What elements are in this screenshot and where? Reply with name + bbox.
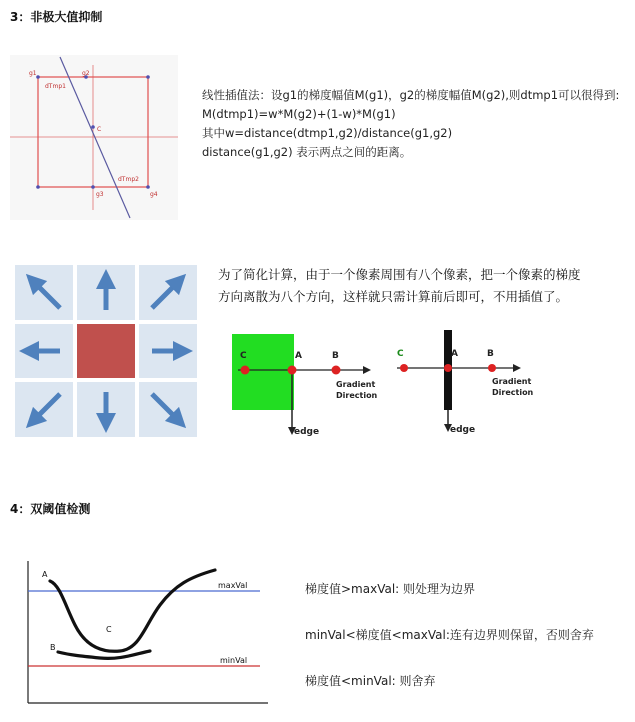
center-cell <box>77 324 135 378</box>
dtmp2-label: dTmp2 <box>118 176 139 183</box>
label-b: B <box>487 349 494 359</box>
point-a <box>288 366 297 375</box>
interpolation-explanation <box>202 86 619 162</box>
text-line: distance(g1,g2) 表示两点之间的距离。 <box>202 145 412 159</box>
threshold-rules <box>305 578 594 693</box>
c-label: C <box>97 126 102 133</box>
corner-point <box>146 75 150 79</box>
edge-figure-green <box>228 330 378 440</box>
point-c <box>241 366 250 375</box>
min-val-label: minVal <box>220 656 248 665</box>
g3-label: g3 <box>96 191 104 198</box>
direction-label: Direction <box>492 388 534 397</box>
c-point <box>91 125 95 129</box>
max-val-label: maxVal <box>218 581 248 590</box>
corner-point <box>36 185 40 189</box>
dtmp1-label: dTmp1 <box>45 83 66 90</box>
point-b-label: B <box>50 643 56 652</box>
g4-point <box>146 185 150 189</box>
point-c-label: C <box>106 625 112 634</box>
gradient-label: Gradient <box>492 377 532 386</box>
label-c: C <box>240 351 247 361</box>
arrow-right-icon <box>363 366 371 374</box>
curve-a <box>50 570 215 651</box>
text-line: 其中w=distance(dtmp1,g2)/distance(g1,g2) <box>202 126 453 140</box>
section-4-heading: 4：双阈值检测 <box>10 502 91 516</box>
label-c: C <box>397 349 404 359</box>
text-line: 方向离散为八个方向，这样就只需计算前后即可，不用插值了。 <box>218 289 569 304</box>
edge-label: edge <box>450 425 476 435</box>
rule-line: 梯度值>maxVal: 则处理为边界 <box>305 582 476 596</box>
arrow-right-icon <box>513 364 521 372</box>
text-line: 线性插值法：设g1的梯度幅值M(g1)，g2的梯度幅值M(g2),则dtmp1可以很得到: <box>202 88 620 102</box>
point-a-label: A <box>42 570 48 579</box>
label-a: A <box>295 351 302 361</box>
point-a <box>444 364 452 372</box>
interpolation-diagram <box>10 55 178 220</box>
label-b: B <box>332 351 339 361</box>
direction-label: Direction <box>336 391 378 400</box>
curve-b <box>58 651 150 658</box>
g4-label: g4 <box>150 191 158 198</box>
point-b <box>332 366 341 375</box>
point-b <box>488 364 496 372</box>
simplify-explanation <box>218 264 581 308</box>
g1-point <box>36 75 40 79</box>
edge-figure-bar <box>395 330 545 440</box>
g2-label: g2 <box>82 70 90 77</box>
section-3-heading: 3：非极大值抑制 <box>10 10 103 24</box>
gradient-label: Gradient <box>336 380 376 389</box>
text-line: M(dtmp1)=w*M(g2)+(1-w)*M(g1) <box>202 107 396 121</box>
point-c <box>400 364 408 372</box>
rule-line: 梯度值<minVal: 则舍弃 <box>305 674 436 688</box>
rule-line: minVal<梯度值<maxVal:连有边界则保留，否则舍弃 <box>305 628 594 642</box>
gradient-direction-line <box>60 57 130 218</box>
g3-point <box>91 185 95 189</box>
text-line: 为了简化计算，由于一个像素周围有八个像素，把一个像素的梯度 <box>218 267 581 282</box>
label-a: A <box>451 349 458 359</box>
double-threshold-diagram <box>20 555 270 710</box>
edge-label: edge <box>294 427 320 437</box>
eight-direction-grid <box>15 265 197 437</box>
g1-label: g1 <box>29 70 37 77</box>
